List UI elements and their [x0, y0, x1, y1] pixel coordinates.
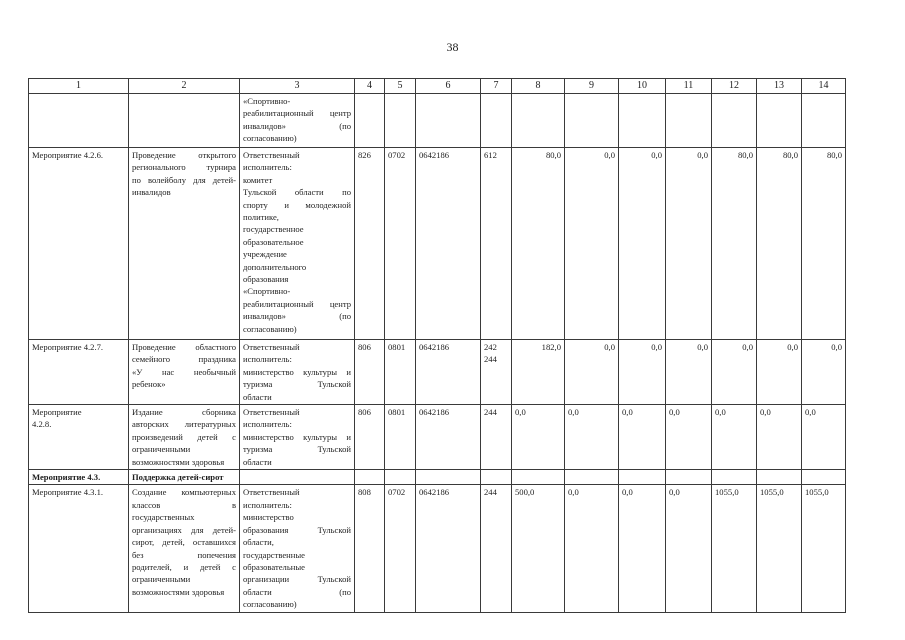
cell-text-line: Ответственный — [243, 407, 300, 418]
cell-col-2 — [129, 340, 240, 405]
cell-text-line: Мероприятие — [32, 407, 82, 418]
cell-text-line: согласованию) — [243, 133, 297, 144]
cell-col-5: 0801 — [385, 340, 416, 405]
cell-col-1: Мероприятие 4.2.7. — [29, 340, 129, 405]
cell-text-line: сирот, детей, оставшихся — [132, 537, 236, 548]
cell-text-line: исполнитель: — [243, 419, 292, 430]
cell-col-8: 80,0 — [512, 148, 565, 340]
cell-text-line: спорту и молодежной — [243, 199, 351, 210]
cell-col-11 — [666, 94, 712, 148]
cell-col-12 — [712, 94, 757, 148]
cell-col-4: 808 — [355, 485, 385, 612]
cell-text-line: государственное — [243, 224, 304, 235]
header-cell-10: 10 — [619, 79, 666, 94]
cell-col-9: 0,0 — [565, 148, 619, 340]
cell-text-line: «У нас необычный — [132, 366, 236, 377]
cell-col-11: 0,0 — [666, 148, 712, 340]
cell-col-3 — [240, 405, 355, 470]
header-cell-7: 7 — [481, 79, 512, 94]
empty-cell — [757, 470, 802, 485]
cell-text-line: исполнитель: — [243, 354, 292, 365]
cell-col-6: 0642186 — [416, 405, 481, 470]
header-cell-5: 5 — [385, 79, 416, 94]
cell-col-12: 0,0 — [712, 405, 757, 470]
cell-col-12: 0,0 — [712, 340, 757, 405]
cell-col-13 — [757, 94, 802, 148]
cell-text-line: 244 — [484, 354, 497, 365]
cell-text-line: исполнитель: — [243, 162, 292, 173]
table-row-4-3-1 — [29, 485, 846, 612]
cell-col-5: 0801 — [385, 405, 416, 470]
section-title-cell: Мероприятие 4.3. — [29, 470, 129, 485]
cell-col-8: 182,0 — [512, 340, 565, 405]
table-row-4-3 — [29, 470, 846, 485]
cell-col-14 — [802, 94, 846, 148]
cell-text-line: ограниченными — [132, 444, 191, 455]
cell-col-3 — [240, 148, 355, 340]
cell-text-line: области — [243, 391, 272, 402]
cell-col-13: 80,0 — [757, 148, 802, 340]
cell-col-2 — [129, 485, 240, 612]
cell-col-8 — [512, 94, 565, 148]
cell-text-line: семейного праздника — [132, 354, 236, 365]
cell-col-1: Мероприятие 4.3.1. — [29, 485, 129, 612]
table-row-4-2-7 — [29, 340, 846, 405]
cell-col-2 — [129, 94, 240, 148]
cell-text-line: «Спортивно- — [243, 96, 291, 106]
header-cell-1: 1 — [29, 79, 129, 94]
cell-col-8: 500,0 — [512, 485, 565, 612]
cell-col-13: 0,0 — [757, 405, 802, 470]
cell-text-line: организации Тульской — [243, 574, 351, 585]
cell-col-10: 0,0 — [619, 485, 666, 612]
cell-col-5 — [385, 94, 416, 148]
empty-cell — [802, 470, 846, 485]
cell-col-14: 80,0 — [802, 148, 846, 340]
cell-col-8: 0,0 — [512, 405, 565, 470]
cell-text-line: организациях для детей- — [132, 524, 236, 535]
cell-text-line: Ответственный — [243, 342, 300, 352]
cell-col-6 — [416, 94, 481, 148]
cell-col-1 — [29, 94, 129, 148]
cell-text-line: инвалидов» (по — [243, 311, 351, 322]
cell-col-12: 1055,0 — [712, 485, 757, 612]
cell-text-line: классов в — [132, 499, 236, 510]
cell-text-line: министерство культуры и — [243, 366, 351, 377]
cell-text-line: родителей, и детей с — [132, 561, 236, 572]
cell-col-14: 0,0 — [802, 405, 846, 470]
cell-col-5: 0702 — [385, 485, 416, 612]
empty-cell — [240, 470, 355, 485]
header-cell-2: 2 — [129, 79, 240, 94]
cell-col-4: 826 — [355, 148, 385, 340]
cell-text-line: туризма Тульской — [243, 444, 351, 455]
cell-text-line: инвалидов» (по — [243, 120, 351, 131]
cell-col-9: 0,0 — [565, 485, 619, 612]
cell-text-line: произведений детей с — [132, 431, 236, 442]
cell-col-13: 0,0 — [757, 340, 802, 405]
cell-col-1 — [29, 405, 129, 470]
cell-col-9 — [565, 94, 619, 148]
cell-col-10: 0,0 — [619, 148, 666, 340]
cell-col-7: 244 — [481, 405, 512, 470]
section-name-cell: Поддержка детей-сирот — [129, 470, 240, 485]
cell-text-line: области, — [243, 537, 274, 548]
cell-text-line: Ответственный — [243, 150, 300, 160]
cell-text-line: министерство культуры и — [243, 431, 351, 442]
cell-text-line: Издание сборника — [132, 407, 236, 418]
cell-text-line: 4.2.8. — [32, 419, 52, 430]
cell-col-5: 0702 — [385, 148, 416, 340]
cell-text-line: 242 — [484, 342, 497, 352]
cell-text-line: Тульской области по — [243, 187, 351, 198]
cell-text-line: авторских литературных — [132, 419, 236, 430]
cell-text-line: Ответственный — [243, 487, 300, 498]
cell-col-3 — [240, 94, 355, 148]
cell-text-line: комитет — [243, 174, 273, 185]
cell-text-line: исполнитель: — [243, 499, 292, 510]
cell-text-line: возможностями здоровья — [132, 456, 225, 467]
table-row-cont — [29, 94, 846, 148]
cell-text-line: министерство — [243, 512, 294, 523]
cell-text-line: государственных — [132, 512, 195, 523]
empty-cell — [481, 470, 512, 485]
cell-col-11: 0,0 — [666, 405, 712, 470]
header-cell-4: 4 — [355, 79, 385, 94]
empty-cell — [565, 470, 619, 485]
header-cell-8: 8 — [512, 79, 565, 94]
header-cell-3: 3 — [240, 79, 355, 94]
cell-text-line: Проведение открытого — [132, 150, 236, 160]
cell-text-line: учреждение — [243, 249, 287, 260]
empty-cell — [416, 470, 481, 485]
header-cell-9: 9 — [565, 79, 619, 94]
cell-col-12: 80,0 — [712, 148, 757, 340]
cell-col-6: 0642186 — [416, 340, 481, 405]
cell-text-line: инвалидов — [132, 187, 171, 198]
cell-col-10: 0,0 — [619, 340, 666, 405]
cell-col-6: 0642186 — [416, 485, 481, 612]
cell-text-line: по волейболу для детей- — [132, 174, 236, 185]
cell-col-4: 806 — [355, 405, 385, 470]
cell-text-line: государственные — [243, 549, 305, 560]
cell-col-4 — [355, 94, 385, 148]
cell-col-3 — [240, 485, 355, 612]
cell-col-10: 0,0 — [619, 405, 666, 470]
cell-col-6: 0642186 — [416, 148, 481, 340]
page-number: 38 — [446, 40, 459, 54]
cell-text-line: Создание компьютерных — [132, 487, 236, 498]
header-row — [29, 79, 846, 94]
empty-cell — [385, 470, 416, 485]
header-cell-6: 6 — [416, 79, 481, 94]
cell-text-line: туризма Тульской — [243, 379, 351, 390]
cell-col-13: 1055,0 — [757, 485, 802, 612]
cell-text-line: без попечения — [132, 549, 236, 560]
table-row-4-2-8 — [29, 405, 846, 470]
cell-col-14: 1055,0 — [802, 485, 846, 612]
empty-cell — [712, 470, 757, 485]
cell-col-14: 0,0 — [802, 340, 846, 405]
cell-text-line: ребенок» — [132, 379, 166, 390]
empty-cell — [512, 470, 565, 485]
cell-col-11: 0,0 — [666, 485, 712, 612]
cell-text-line: реабилитационный центр — [243, 298, 351, 309]
empty-cell — [666, 470, 712, 485]
cell-text-line: политике, — [243, 212, 279, 223]
cell-col-2 — [129, 405, 240, 470]
empty-cell — [355, 470, 385, 485]
cell-text-line: ограниченными — [132, 574, 191, 585]
cell-text-line: реабилитационный центр — [243, 108, 351, 119]
cell-col-9: 0,0 — [565, 405, 619, 470]
cell-text-line: образования Тульской — [243, 524, 351, 535]
cell-text-line: дополнительного — [243, 261, 307, 272]
header-cell-13: 13 — [757, 79, 802, 94]
cell-text-line: образования — [243, 274, 289, 285]
cell-col-2 — [129, 148, 240, 340]
cell-col-3 — [240, 340, 355, 405]
table-row-4-2-6 — [29, 148, 846, 340]
cell-col-7 — [481, 340, 512, 405]
cell-text-line: согласованию) — [243, 599, 297, 610]
cell-text-line: возможностями здоровья — [132, 586, 225, 597]
cell-text-line: согласованию) — [243, 323, 297, 334]
cell-col-9: 0,0 — [565, 340, 619, 405]
budget-table — [28, 78, 846, 613]
header-cell-14: 14 — [802, 79, 846, 94]
cell-col-7: 244 — [481, 485, 512, 612]
cell-text-line: образовательные — [243, 561, 305, 572]
cell-col-10 — [619, 94, 666, 148]
cell-col-1: Мероприятие 4.2.6. — [29, 148, 129, 340]
cell-text-line: «Спортивно- — [243, 286, 291, 297]
cell-col-4: 806 — [355, 340, 385, 405]
cell-col-7: 612 — [481, 148, 512, 340]
cell-text-line: Проведение областного — [132, 342, 236, 352]
cell-col-7 — [481, 94, 512, 148]
header-cell-11: 11 — [666, 79, 712, 94]
cell-text-line: образовательное — [243, 236, 304, 247]
cell-text-line: регионального турнира — [132, 162, 236, 173]
cell-text-line: области (по — [243, 586, 351, 597]
empty-cell — [619, 470, 666, 485]
cell-text-line: области — [243, 456, 272, 467]
cell-col-11: 0,0 — [666, 340, 712, 405]
header-cell-12: 12 — [712, 79, 757, 94]
